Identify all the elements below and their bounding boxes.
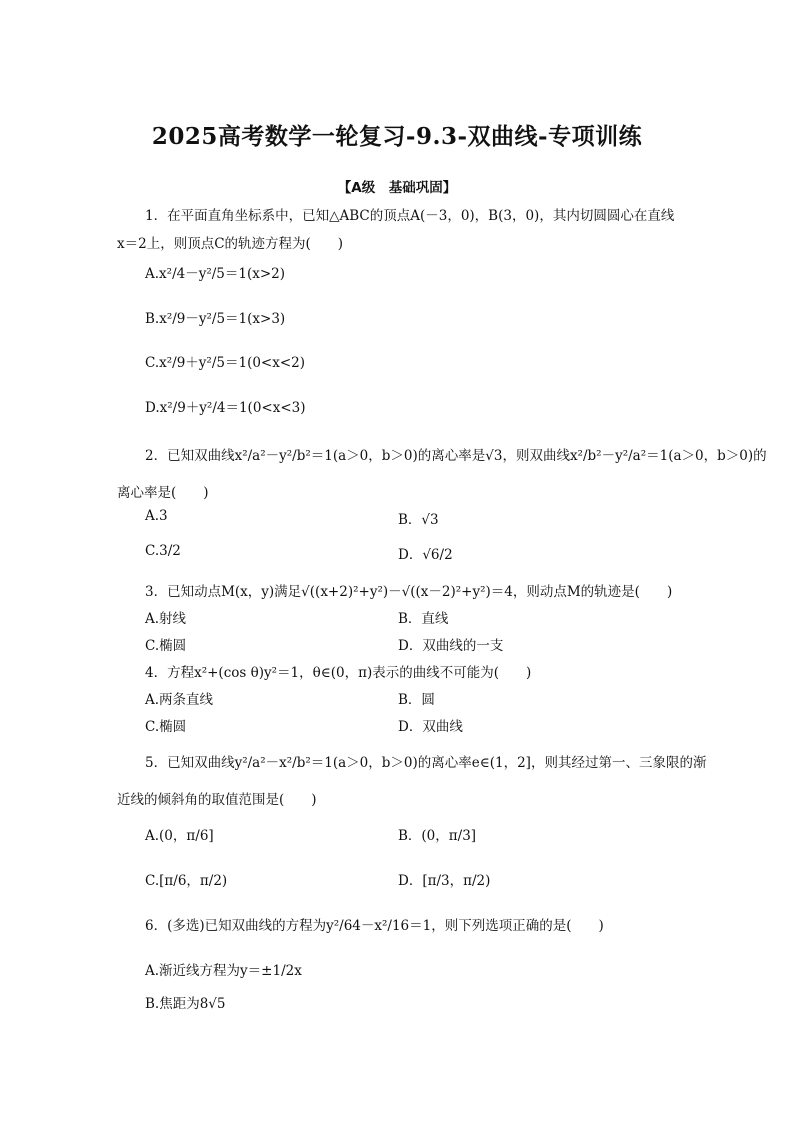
q4-option-a: A.两条直线 [145,692,214,708]
q4-option-d: D．双曲线 [398,719,463,735]
q4-stem: 4．方程x²+(cos θ)y²＝1，θ∈(0，π)表示的曲线不可能为( ) [145,665,532,681]
q3-stem: 3．已知动点M(x，y)满足√((x+2)²+y²)－√((x－2)²+y²)＝4，则动点M的轨迹是( ) [145,584,673,600]
q2-option-a: A.3 [145,508,168,524]
section-heading: 【A级 基础巩固】 [337,180,457,196]
q2-stem-line2: 离心率是( ) [117,485,209,501]
q4-option-b: B．圆 [398,692,435,708]
q2-option-c: C.3/2 [145,543,181,559]
q6-option-a: A.渐近线方程为y＝±1/2x [145,963,302,979]
q5-option-b: B．(0，π/3] [398,828,477,844]
q1-stem-line2: x＝2上，则顶点C的轨迹方程为( ) [117,236,344,252]
q6-stem: 6．(多选)已知双曲线的方程为y²/64－x²/16＝1，则下列选项正确的是( ) [145,918,604,934]
q3-option-d: D．双曲线的一支 [398,638,504,654]
q4-option-c: C.椭圆 [145,719,187,735]
q2-option-d: D．√6/2 [398,547,453,563]
q1-option-c: C.x²/9＋y²/5＝1(0<x<2) [145,355,306,371]
q3-option-b: B．直线 [398,611,449,627]
page-title: 2025高考数学一轮复习-9.3-双曲线-专项训练 [151,123,643,150]
q5-option-a: A.(0，π/6] [145,828,214,844]
q5-stem-line2: 近线的倾斜角的取值范围是( ) [117,792,317,808]
q1-stem-line1: 1．在平面直角坐标系中，已知△ABC的顶点A(－3，0)，B(3，0)，其内切圆圆心在直线 [145,208,675,224]
q6-option-b: B.焦距为8√5 [145,996,226,1012]
q5-stem-line1: 5．已知双曲线y²/a²－x²/b²＝1(a＞0，b＞0)的离心率e∈(1，2]，则其经过第一、三象限的渐 [145,755,707,771]
q1-option-a: A.x²/4－y²/5＝1(x>2) [145,266,286,282]
q5-option-c: C.[π/6，π/2) [145,873,228,889]
q3-option-c: C.椭圆 [145,638,187,654]
q1-option-d: D.x²/9＋y²/4＝1(0<x<3) [145,400,306,416]
q1-option-b: B.x²/9－y²/5＝1(x>3) [145,311,286,327]
q5-option-d: D．[π/3，π/2) [398,873,491,889]
q3-option-a: A.射线 [145,611,187,627]
q2-stem-line1: 2．已知双曲线x²/a²－y²/b²＝1(a＞0，b＞0)的离心率是√3，则双曲线x²/b²－y²/a²＝1(a＞0，b＞0)的 [145,448,767,464]
q2-option-b: B．√3 [398,512,439,528]
